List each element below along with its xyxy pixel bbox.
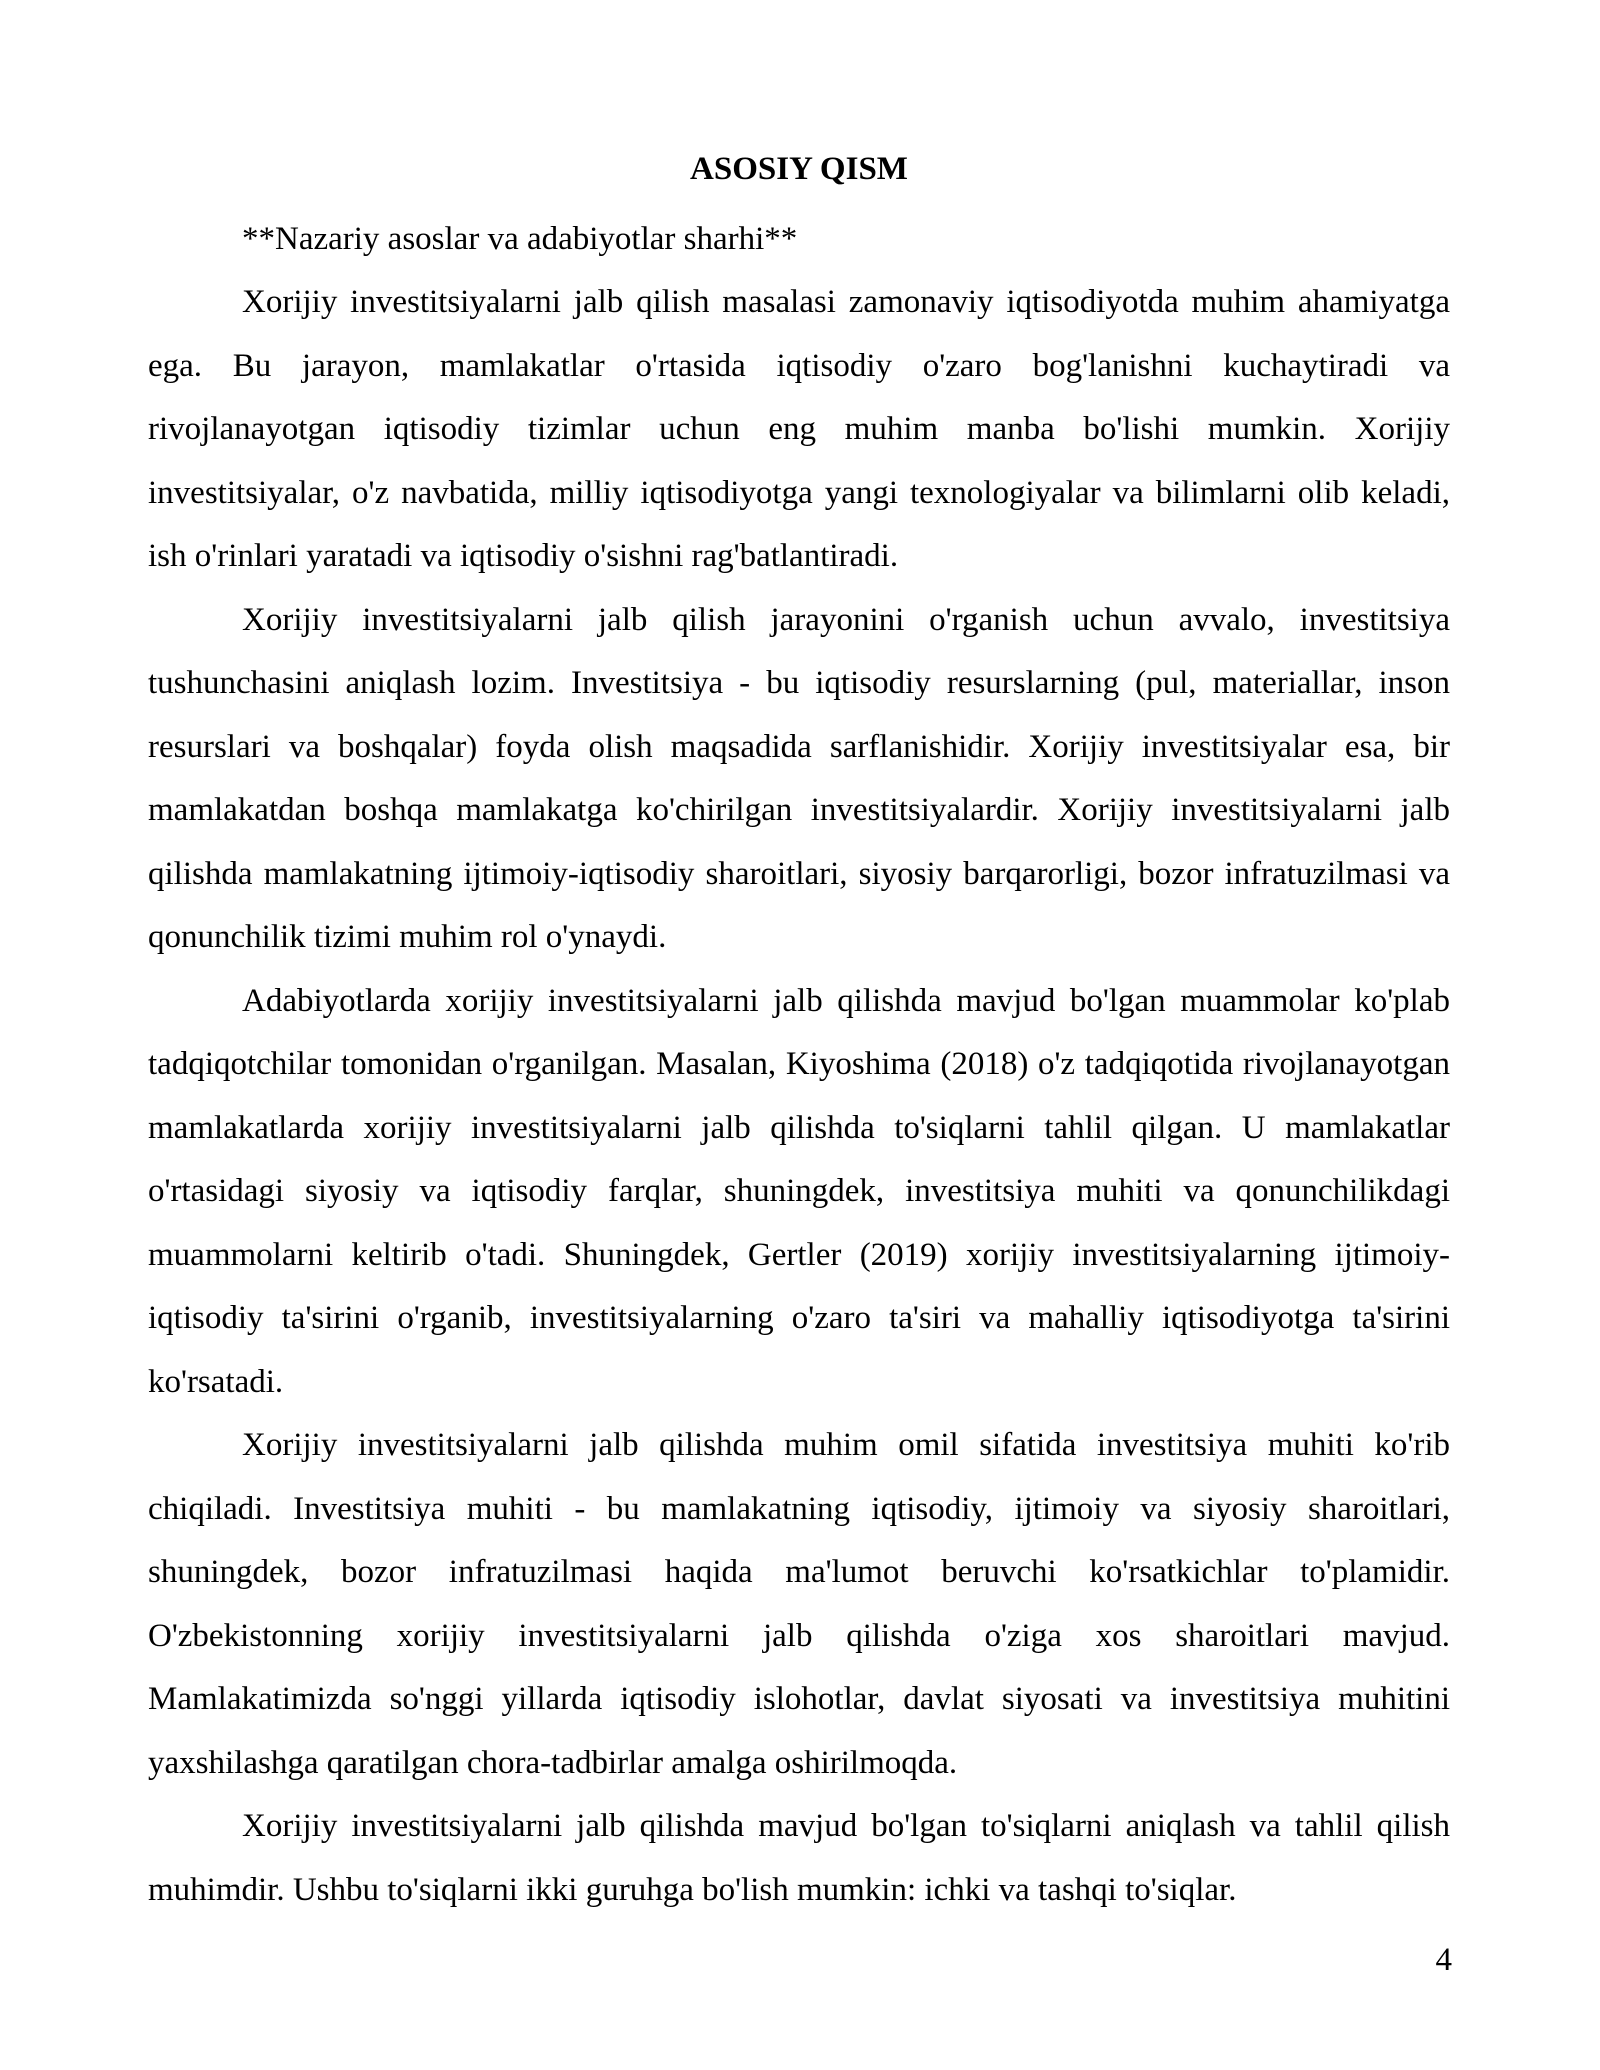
paragraph-4: Xorijiy investitsiyalarni jalb qilishda muhim omil sifatida investitsiya muhiti ko'rib chiqiladi. Investitsiya muhiti - bu mamlakatning iqtisodiy, ijtimoiy va siyosiy sharoitlari, shuningdek, bozor infratuzilmasi haqida ma'lumot beruvchi ko'rsatkichlar to'plamidir. O'zbekistonning xorijiy investitsiyalarni jalb qilishda o'ziga xos sharoitlari mavjud. Mamlakatimizda so'nggi yillarda iqtisodiy islohotlar, davlat siyosati va investitsiya muhitini yaxshilashga qaratilgan chora-tadbirlar amalga oshirilmoqda. [148, 1427, 1450, 1781]
paragraph-5: Xorijiy investitsiyalarni jalb qilishda mavjud bo'lgan to'siqlarni aniqlash va tahlil qilish muhimdir. Ushbu to'siqlarni ikki guruhga bo'lish mumkin: ichki va tashqi to'siqlar. [148, 1808, 1450, 1908]
page-content [148, 144, 1450, 1922]
section-title: ASOSIY QISM [690, 151, 908, 187]
paragraph-1: Xorijiy investitsiyalarni jalb qilish masalasi zamonaviy iqtisodiyotda muhim ahamiyatga ega. Bu jarayon, mamlakatlar o'rtasida iqtisodiy o'zaro bog'lanishni kuchaytiradi va rivojlanayotgan iqtisodiy tizimlar uchun eng muhim manba bo'lishi mumkin. Xorijiy investitsiyalar, o'z navbatida, milliy iqtisodiyotga yangi texnologiyalar va bilimlarni olib keladi, ish o'rinlari yaratadi va iqtisodiy o'sishni rag'batlantiradi. [148, 284, 1450, 574]
paragraph-3: Adabiyotlarda xorijiy investitsiyalarni jalb qilishda mavjud bo'lgan muammolar ko'plab tadqiqotchilar tomonidan o'rganilgan. Masalan, Kiyoshima (2018) o'z tadqiqotida rivojlanayotgan mamlakatlarda xorijiy investitsiyalarni jalb qilishda to'siqlarni tahlil qilgan. U mamlakatlar o'rtasidagi siyosiy va iqtisodiy farqlar, shuningdek, investitsiya muhiti va qonunchilikdagi muammolarni keltirib o'tadi. Shuningdek, Gertler (2019) xorijiy investitsiyalarning ijtimoiy-iqtisodiy ta'sirini o'rganib, investitsiyalarning o'zaro ta'siri va mahalliy iqtisodiyotga ta'sirini ko'rsatadi. [148, 982, 1450, 1400]
page-number: 4 [1435, 1942, 1452, 1978]
paragraph-2: Xorijiy investitsiyalarni jalb qilish jarayonini o'rganish uchun avvalo, investitsiya tushunchasini aniqlash lozim. Investitsiya - bu iqtisodiy resurslarning (pul, materiallar, inson resurslari va boshqalar) foyda olish maqsadida sarflanishidir. Xorijiy investitsiyalar esa, bir mamlakatdan boshqa mamlakatga ko'chirilgan investitsiyalardir. Xorijiy investitsiyalarni jalb qilishda mamlakatning ijtimoiy-iqtisodiy sharoitlari, siyosiy barqarorligi, bozor infratuzilmasi va qonunchilik tizimi muhim rol o'ynaydi. [148, 601, 1450, 955]
subsection-heading: **Nazariy asoslar va adabiyotlar sharhi** [242, 221, 798, 257]
